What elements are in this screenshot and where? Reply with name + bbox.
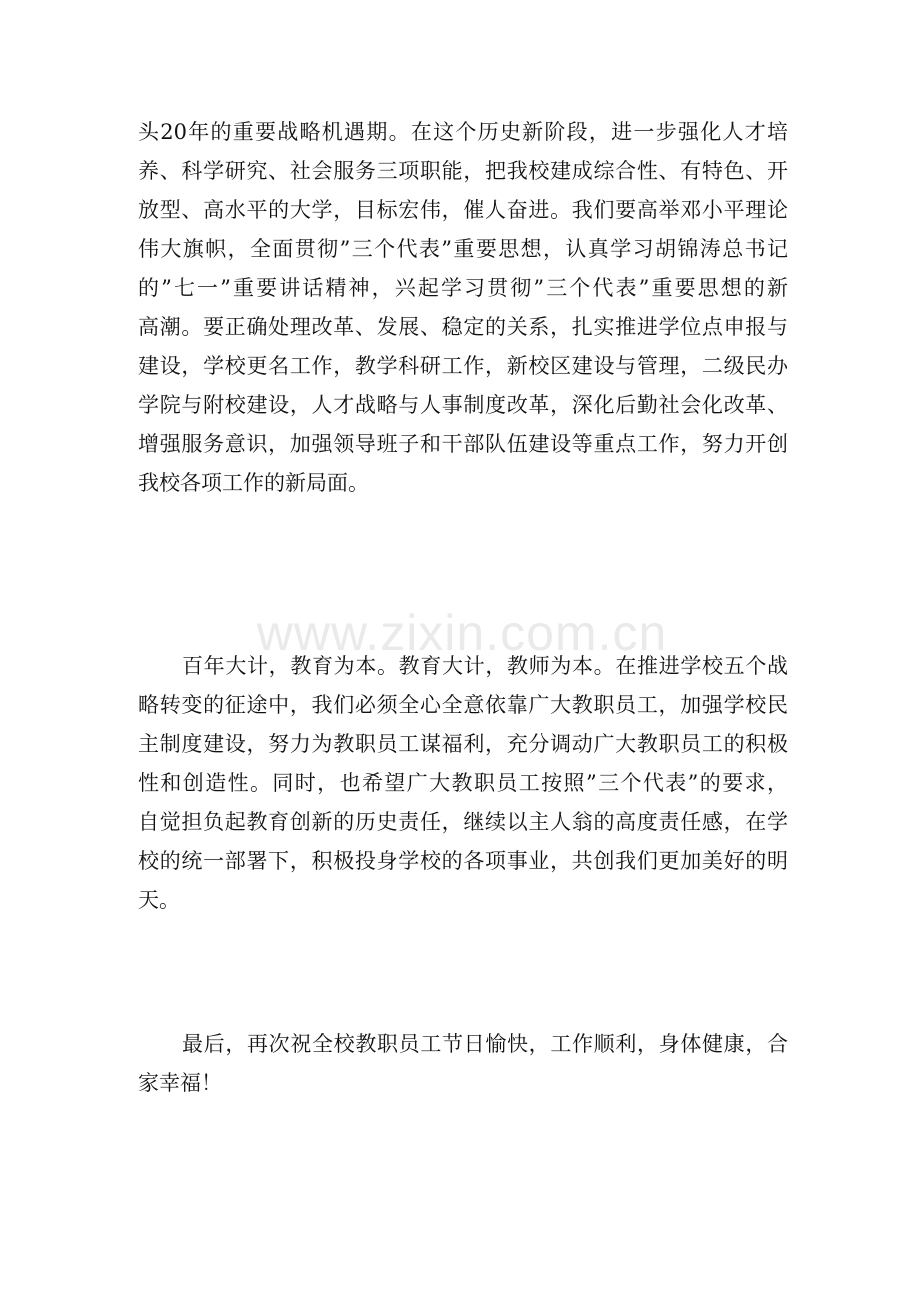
paragraph-line: 最后，再次祝全校教职员工节日愉快，工作顺利，身体健康，合 <box>182 1032 788 1056</box>
paragraph-line: 略转变的征途中，我们必须全心全意依靠广大教职员工，加强学校民 <box>138 693 788 717</box>
paragraph-line: 自觉担负起教育创新的历史责任，继续以主人翁的高度责任感，在学 <box>138 810 788 834</box>
paragraph-line: 我校各项工作的新局面。 <box>138 471 369 495</box>
paragraph-2 <box>138 647 788 920</box>
paragraph-line: 校的统一部署下，积极投身学校的各项事业，共创我们更加美好的明 <box>138 849 788 873</box>
paragraph-line: 高潮。要正确处理改革、发展、稳定的关系，扎实推进学位点申报与 <box>138 315 788 339</box>
paragraph-3 <box>138 1025 788 1103</box>
paragraph-line: 建设，学校更名工作，教学科研工作，新校区建设与管理，二级民办 <box>138 354 788 378</box>
paragraph-line: 头20年的重要战略机遇期。在这个历史新阶段，进一步强化人才培 <box>138 120 788 144</box>
paragraph-line: 主制度建设，努力为教职员工谋福利，充分调动广大教职员工的积极 <box>138 732 788 756</box>
paragraph-line: 性和创造性。同时，也希望广大教职员工按照”三个代表”的要求， <box>138 771 788 795</box>
paragraph-line: 学院与附校建设，人才战略与人事制度改革，深化后勤社会化改革、 <box>138 393 788 417</box>
paragraph-line: 家幸福！ <box>138 1071 222 1095</box>
paragraph-line: 伟大旗帜，全面贯彻”三个代表”重要思想，认真学习胡锦涛总书记 <box>138 237 788 261</box>
paragraph-line: 养、科学研究、社会服务三项职能，把我校建成综合性、有特色、开 <box>138 159 788 183</box>
paragraph-line: 增强服务意识，加强领导班子和干部队伍建设等重点工作，努力开创 <box>138 432 788 456</box>
paragraph-line: 的”七一”重要讲话精神，兴起学习贯彻”三个代表”重要思想的新 <box>138 276 788 300</box>
paragraph-line: 百年大计，教育为本。教育大计，教师为本。在推进学校五个战 <box>182 654 788 678</box>
paragraph-line: 天。 <box>138 888 180 912</box>
paragraph-line: 放型、高水平的大学，目标宏伟，催人奋进。我们要高举邓小平理论 <box>138 198 788 222</box>
paragraph-1 <box>138 113 788 503</box>
watermark: www.zixin.com.cn <box>256 605 668 661</box>
